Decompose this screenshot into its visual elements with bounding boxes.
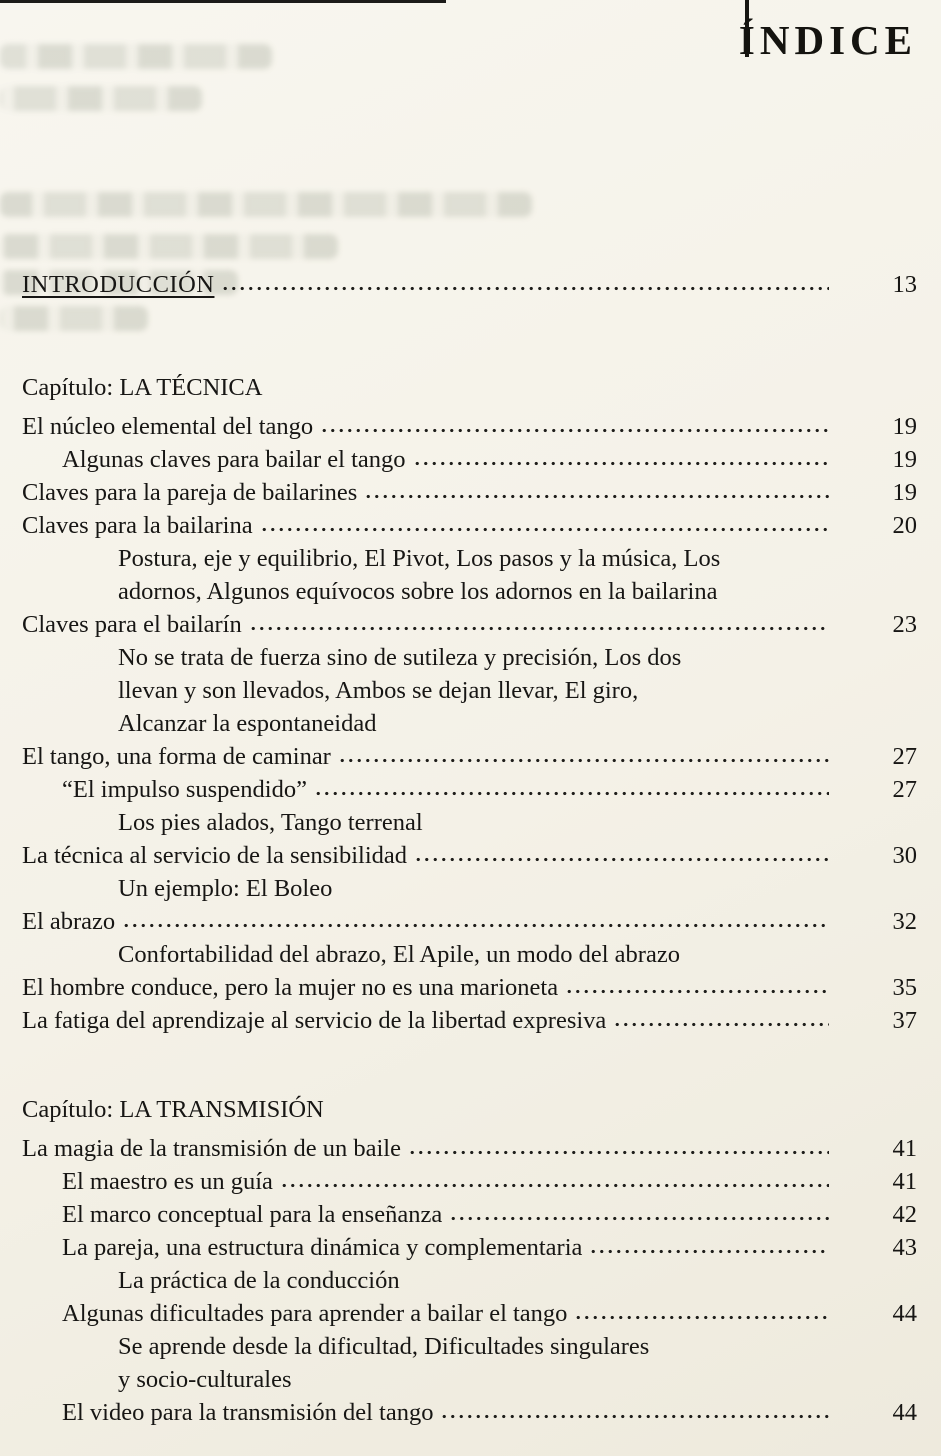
toc-entry bbox=[22, 410, 917, 443]
dot-leader bbox=[413, 459, 829, 467]
entry-label: El video para la transmisión del tango bbox=[62, 1399, 434, 1426]
ink-bleedthrough-line bbox=[0, 44, 272, 69]
toc-entry bbox=[22, 1132, 917, 1165]
ink-bleedthrough-line bbox=[0, 86, 202, 111]
toc-entry bbox=[22, 608, 917, 641]
page-number: 42 bbox=[892, 1201, 917, 1228]
page-number: 19 bbox=[892, 479, 917, 506]
entry-label: La fatiga del aprendizaje al servicio de la libertad expresiva bbox=[22, 1007, 607, 1034]
toc-entry bbox=[22, 641, 917, 674]
page-number: 43 bbox=[892, 1234, 917, 1261]
page-number: 13 bbox=[892, 271, 917, 298]
entry-label: La técnica al servicio de la sensibilidad bbox=[22, 842, 408, 869]
toc-entry bbox=[22, 938, 917, 971]
dot-leader bbox=[449, 1214, 829, 1222]
entry-label: adornos, Algunos equívocos sobre los adornos en la bailarina bbox=[118, 578, 718, 605]
toc-entry bbox=[22, 674, 917, 707]
page-number: 19 bbox=[892, 446, 917, 473]
toc-entry bbox=[22, 575, 917, 608]
ink-bleedthrough-line bbox=[0, 234, 338, 259]
page-number: 35 bbox=[892, 974, 917, 1001]
dot-leader bbox=[280, 1181, 829, 1189]
dot-leader bbox=[613, 1020, 829, 1028]
dot-leader bbox=[364, 492, 829, 500]
dot-leader bbox=[338, 756, 829, 764]
toc-entry bbox=[22, 1198, 917, 1231]
entry-label: Los pies alados, Tango terrenal bbox=[118, 809, 423, 836]
entry-label: Un ejemplo: El Boleo bbox=[118, 875, 333, 902]
toc-entry bbox=[22, 1363, 917, 1396]
page-number: 19 bbox=[892, 413, 917, 440]
page-number: 23 bbox=[892, 611, 917, 638]
entry-label: No se trata de fuerza sino de sutileza y precisión, Los dos bbox=[118, 644, 682, 671]
dot-leader bbox=[320, 426, 829, 434]
toc-entry bbox=[22, 971, 917, 1004]
toc-entry bbox=[22, 839, 917, 872]
page-number: 27 bbox=[892, 743, 917, 770]
entry-label: INTRODUCCIÓN bbox=[22, 271, 215, 298]
entry-label: La magia de la transmisión de un baile bbox=[22, 1135, 401, 1162]
table-of-contents bbox=[22, 268, 917, 1429]
dot-leader bbox=[414, 855, 829, 863]
dot-leader bbox=[565, 987, 829, 995]
toc-sections bbox=[22, 371, 917, 1429]
dot-leader bbox=[249, 624, 829, 632]
page-number: 27 bbox=[892, 776, 917, 803]
toc-section bbox=[22, 1093, 917, 1429]
toc-entry bbox=[22, 542, 917, 575]
entry-label: Claves para la pareja de bailarines bbox=[22, 479, 358, 506]
entry-label: Claves para la bailarina bbox=[22, 512, 253, 539]
toc-entry bbox=[22, 806, 917, 839]
entry-label: El abrazo bbox=[22, 908, 116, 935]
page-number: 20 bbox=[892, 512, 917, 539]
dot-leader bbox=[260, 525, 829, 533]
entry-label: El núcleo elemental del tango bbox=[22, 413, 314, 440]
entry-label: “El impulso suspendido” bbox=[62, 776, 307, 803]
toc-entry bbox=[22, 905, 917, 938]
section-heading: Capítulo: LA TÉCNICA bbox=[22, 374, 263, 401]
toc-entry bbox=[22, 740, 917, 773]
toc-entry bbox=[22, 1264, 917, 1297]
entry-label: Postura, eje y equilibrio, El Pivot, Los pasos y la música, Los bbox=[118, 545, 721, 572]
page-title: ÍNDICE bbox=[738, 17, 917, 63]
page-number: 41 bbox=[892, 1135, 917, 1162]
toc-entry bbox=[22, 707, 917, 740]
dot-leader bbox=[122, 921, 829, 929]
entry-label: La pareja, una estructura dinámica y complementaria bbox=[62, 1234, 583, 1261]
toc-entry bbox=[22, 1165, 917, 1198]
toc-entry bbox=[22, 1330, 917, 1363]
entry-label: La práctica de la conducción bbox=[118, 1267, 400, 1294]
dot-leader bbox=[314, 789, 829, 797]
toc-entry bbox=[22, 1297, 917, 1330]
page-number: 44 bbox=[892, 1300, 917, 1327]
toc-entry bbox=[22, 872, 917, 905]
dot-leader bbox=[589, 1247, 829, 1255]
entry-label: y socio-culturales bbox=[118, 1366, 292, 1393]
page-number: 30 bbox=[892, 842, 917, 869]
entry-label: Claves para el bailarín bbox=[22, 611, 242, 638]
entry-label: El hombre conduce, pero la mujer no es una marioneta bbox=[22, 974, 559, 1001]
entry-label: llevan y son llevados, Ambos se dejan llevar, El giro, bbox=[118, 677, 639, 704]
page-number: 37 bbox=[892, 1007, 917, 1034]
entry-label: El marco conceptual para la enseñanza bbox=[62, 1201, 443, 1228]
toc-entry-introduction bbox=[22, 268, 917, 301]
page-number: 44 bbox=[892, 1399, 917, 1426]
toc-entry bbox=[22, 443, 917, 476]
ink-bleedthrough-line bbox=[0, 192, 532, 217]
dot-leader bbox=[221, 284, 829, 292]
dot-leader bbox=[408, 1148, 829, 1156]
entry-label: Algunas dificultades para aprender a bailar el tango bbox=[62, 1300, 568, 1327]
entry-label: Alcanzar la espontaneidad bbox=[118, 710, 377, 737]
entry-label: Se aprende desde la dificultad, Dificultades singulares bbox=[118, 1333, 650, 1360]
scan-edge-artifact-top bbox=[0, 0, 446, 3]
page-number: 41 bbox=[892, 1168, 917, 1195]
page-number: 32 bbox=[892, 908, 917, 935]
toc-section bbox=[22, 371, 917, 1037]
toc-entry bbox=[22, 1231, 917, 1264]
section-heading: Capítulo: LA TRANSMISIÓN bbox=[22, 1096, 324, 1123]
toc-entry bbox=[22, 509, 917, 542]
toc-entry bbox=[22, 773, 917, 806]
toc-entry bbox=[22, 1396, 917, 1429]
entry-label: El maestro es un guía bbox=[62, 1168, 273, 1195]
toc-entry bbox=[22, 1004, 917, 1037]
entry-label: Algunas claves para bailar el tango bbox=[62, 446, 406, 473]
dot-leader bbox=[574, 1313, 829, 1321]
entry-label: Confortabilidad del abrazo, El Apile, un modo del abrazo bbox=[118, 941, 680, 968]
toc-entry bbox=[22, 476, 917, 509]
entry-label: El tango, una forma de caminar bbox=[22, 743, 331, 770]
dot-leader bbox=[440, 1412, 829, 1420]
